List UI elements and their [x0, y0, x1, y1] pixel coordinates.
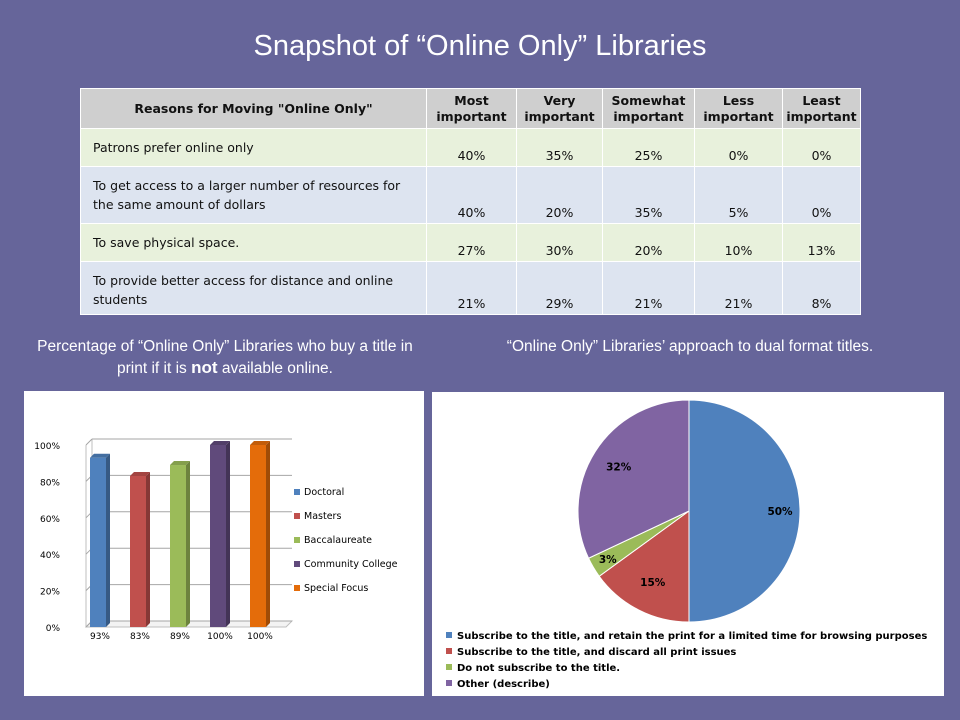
- caption-text-part1: Percentage of “Online Only” Libraries who buy a title in print if it is: [37, 338, 413, 377]
- table-cell: 0%: [783, 167, 861, 224]
- table-cell: 13%: [783, 224, 861, 262]
- table-cell-reason: To save physical space.: [81, 224, 427, 262]
- table-cell: 35%: [517, 129, 603, 167]
- table-cell: 21%: [695, 262, 783, 315]
- y-tick-label: 60%: [39, 514, 60, 525]
- pie-data-label: 50%: [767, 506, 793, 518]
- bar-special-focus: [250, 441, 270, 627]
- y-tick-label: 20%: [39, 587, 60, 598]
- bar-data-label: 93%: [89, 632, 111, 642]
- header-less-important: Less important: [695, 89, 783, 129]
- pie-chart-panel: [432, 392, 944, 696]
- bar-side: [146, 472, 150, 627]
- bar-front: [170, 465, 186, 627]
- legend-label: Community College: [304, 559, 398, 570]
- legend-swatch: [294, 489, 300, 495]
- bar-masters: [130, 472, 150, 627]
- y-tick-label: 40%: [39, 551, 60, 562]
- legend-label: Masters: [304, 511, 342, 522]
- legend-label: Special Focus: [304, 583, 369, 594]
- caption-text-part2: available online.: [217, 360, 333, 377]
- bar-front: [250, 445, 266, 627]
- table-cell: 21%: [427, 262, 517, 315]
- table-cell: 21%: [603, 262, 695, 315]
- table-row: [81, 129, 861, 167]
- bar-data-label: 83%: [129, 632, 151, 642]
- bar-chart: [24, 391, 424, 696]
- table-cell: 0%: [783, 129, 861, 167]
- gridline: [86, 439, 92, 445]
- caption-emphasis: not: [191, 358, 218, 377]
- bar-side: [226, 441, 230, 627]
- bar-front: [90, 458, 106, 627]
- table-row: [81, 167, 861, 224]
- bar-front: [130, 476, 146, 627]
- bar-side: [186, 461, 190, 627]
- bar-baccalaureate: [170, 461, 190, 627]
- legend-swatch: [294, 585, 300, 591]
- legend-label: Other (describe): [457, 679, 550, 690]
- table-cell: 0%: [695, 129, 783, 167]
- pie-data-label: 3%: [598, 554, 617, 567]
- legend-swatch: [294, 513, 300, 519]
- header-very-important: Very important: [517, 89, 603, 129]
- bar-chart-caption: [25, 336, 425, 379]
- bar-front: [210, 445, 226, 627]
- table-row: [81, 224, 861, 262]
- reasons-table: [80, 88, 861, 315]
- table-row: [81, 262, 861, 315]
- header-somewhat-important: Somewhat important: [603, 89, 695, 129]
- legend-swatch: [446, 680, 452, 686]
- legend-label: Subscribe to the title, and retain the print for a limited time for browsing purposes: [457, 631, 928, 642]
- table-cell: 25%: [603, 129, 695, 167]
- legend-swatch: [446, 648, 452, 654]
- bar-doctoral: [90, 454, 110, 627]
- header-reason: Reasons for Moving "Online Only": [81, 89, 427, 129]
- table-cell-reason: To provide better access for distance and online students: [81, 262, 427, 315]
- bar-data-label: 89%: [169, 632, 191, 642]
- pie-data-label: 15%: [640, 577, 666, 590]
- table-cell: 27%: [427, 224, 517, 262]
- legend-label: Doctoral: [304, 487, 345, 498]
- table-cell: 20%: [603, 224, 695, 262]
- legend-swatch: [446, 664, 452, 670]
- header-least-important: Least important: [783, 89, 861, 129]
- table-cell: 10%: [695, 224, 783, 262]
- table-header-row: [81, 89, 861, 129]
- legend-label: Baccalaureate: [304, 535, 373, 546]
- bar-community-college: [210, 441, 230, 627]
- legend-swatch: [446, 632, 452, 638]
- table-cell-reason: Patrons prefer online only: [81, 129, 427, 167]
- table-cell-reason: To get access to a larger number of resources for the same amount of dollars: [81, 167, 427, 224]
- table-cell: 20%: [517, 167, 603, 224]
- table-cell: 29%: [517, 262, 603, 315]
- table-cell: 40%: [427, 129, 517, 167]
- bar-side: [106, 454, 110, 627]
- table-cell: 30%: [517, 224, 603, 262]
- bar-chart-panel: [24, 391, 424, 696]
- legend-label: Do not subscribe to the title.: [457, 663, 621, 674]
- pie-data-label: 32%: [606, 461, 632, 474]
- bar-data-label: 100%: [207, 632, 233, 642]
- y-tick-label: 100%: [34, 442, 60, 452]
- legend-swatch: [294, 561, 300, 567]
- header-most-important: Most important: [427, 89, 517, 129]
- legend-swatch: [294, 537, 300, 543]
- slide-title: Snapshot of “Online Only” Libraries: [253, 30, 707, 62]
- pie-chart-caption: “Online Only” Libraries’ approach to dual format titles.: [506, 338, 874, 355]
- pie-chart: [432, 392, 944, 696]
- bar-data-label: 100%: [247, 632, 273, 642]
- y-tick-label: 0%: [45, 624, 60, 634]
- y-tick-label: 80%: [39, 478, 60, 489]
- bar-side: [266, 441, 270, 627]
- legend-label: Subscribe to the title, and discard all print issues: [457, 647, 737, 658]
- table-cell: 5%: [695, 167, 783, 224]
- table-cell: 40%: [427, 167, 517, 224]
- table-cell: 35%: [603, 167, 695, 224]
- table-cell: 8%: [783, 262, 861, 315]
